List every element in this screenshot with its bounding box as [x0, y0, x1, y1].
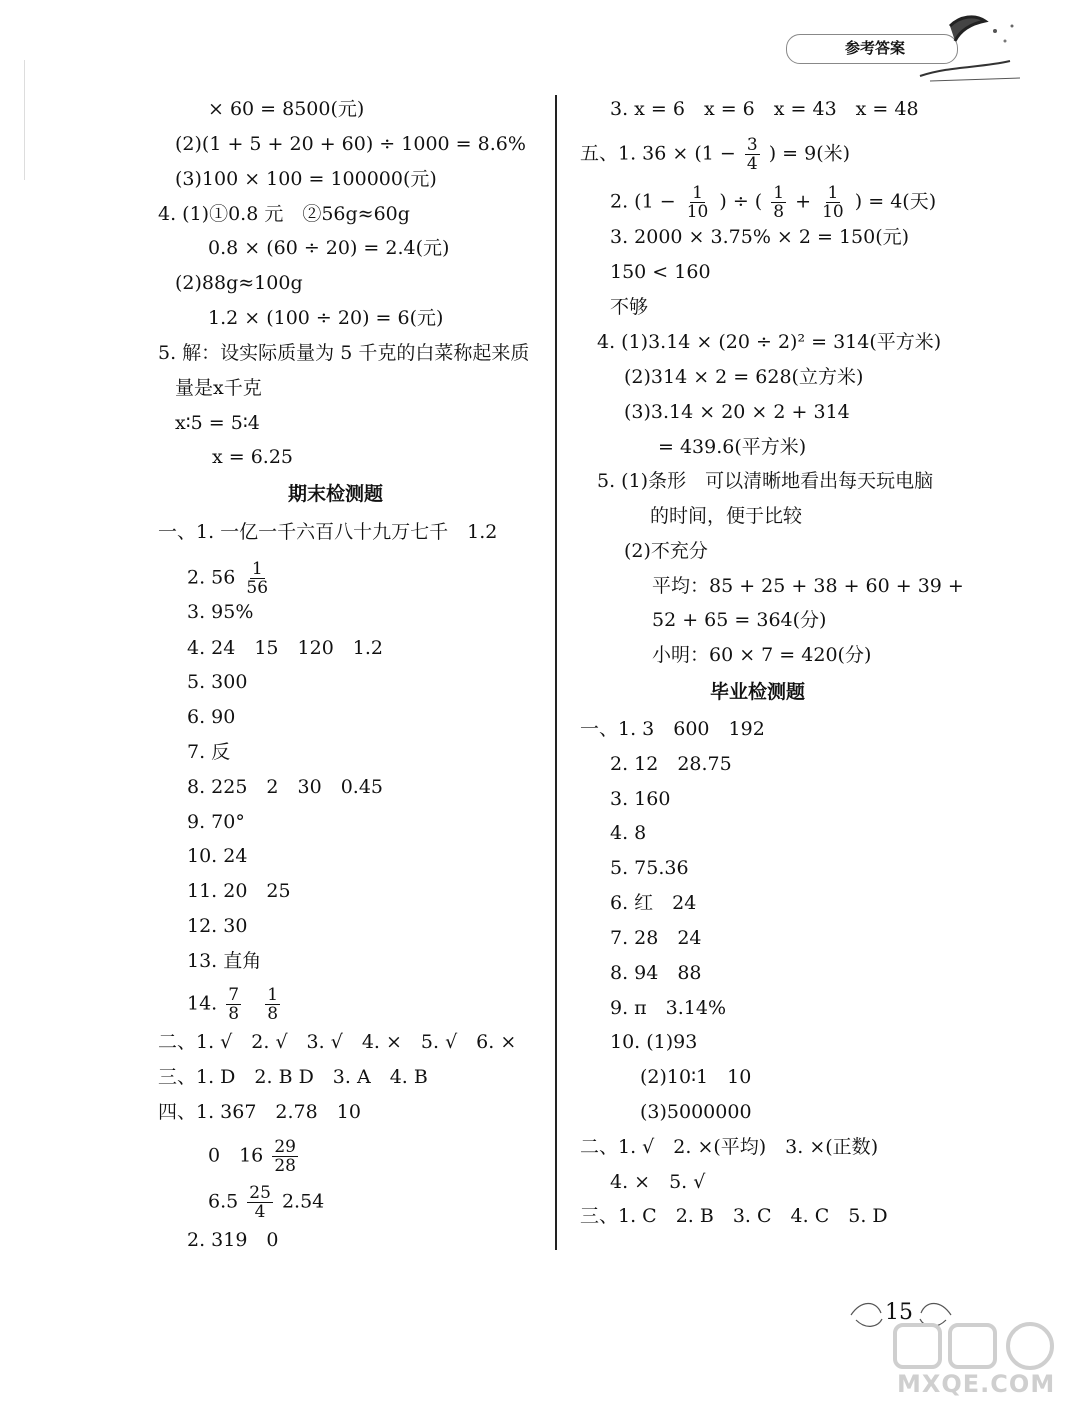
header-label: 参考答案: [845, 39, 906, 57]
answer-line: 2. 319 0: [187, 1229, 279, 1251]
answer-line: 2. (1 − $\frac{1}{10}$ ) ÷ ( $\frac{1}{8}$ + $\frac{1}{10}$ ) = 4(天): [610, 183, 937, 222]
answer-line: 小明：60 × 7 = 420(分): [652, 644, 872, 666]
answer-line: (2)10∶1 10: [640, 1066, 752, 1088]
fraction: $\frac{1}{8}$: [267, 985, 279, 1024]
answer-line: 3. 2000 × 3.75% × 2 = 150(元): [610, 226, 910, 248]
fraction: $\frac{1}{56}$: [246, 559, 269, 598]
answer-line: × 60 = 8500(元): [208, 98, 365, 120]
answer-line: 平均：85 + 25 + 38 + 60 + 39 +: [652, 575, 964, 597]
answer-line: 10. 24: [187, 845, 248, 867]
answer-line: 3. 160: [610, 788, 671, 810]
fraction: $\frac{1}{10}$: [822, 183, 844, 222]
answer-line: 2. 56 $\frac{1}{56}$: [187, 559, 269, 598]
answer-line: 4. 24 15 120 1.2: [187, 637, 384, 659]
answer-line: 的时间，便于比较: [650, 505, 803, 527]
answer-line: 52 + 65 = 364(分): [652, 609, 827, 631]
fraction: $\frac{25}{4}$: [249, 1183, 271, 1222]
answer-line: 二、1. √ 2. ×(平均) 3. ×(正数): [580, 1136, 879, 1158]
answer-line: (2)88g≈100g: [175, 272, 303, 294]
answer-line: 8. 225 2 30 0.45: [187, 776, 384, 798]
answer-line: 4. 8: [610, 822, 647, 844]
fraction: $\frac{7}{8}$: [228, 985, 240, 1024]
answer-line: 4. (1)3.14 × (20 ÷ 2)² = 314(平方米): [597, 331, 942, 353]
answer-line: 0 16 $\frac{29}{28}$: [208, 1137, 296, 1176]
answer-line: x∶5 = 5∶4: [175, 412, 260, 434]
answer-line: 12. 30: [187, 915, 248, 937]
answer-line: (2)314 × 2 = 628(立方米): [624, 366, 864, 388]
answer-line: 二、1. √ 2. √ 3. √ 4. × 5. √ 6. ×: [158, 1031, 517, 1053]
answer-line: 6. 红 24: [610, 892, 697, 914]
answer-line: 5. (1)条形 可以清晰地看出每天玩电脑: [597, 470, 934, 492]
watermark-text: MXQE.COM: [897, 1370, 1056, 1398]
section-title: 期末检测题: [288, 483, 384, 505]
answer-line: 9. π 3.14%: [610, 997, 727, 1019]
header-ornament-icon: [900, 6, 1030, 86]
answer-line: 10. (1)93: [610, 1031, 698, 1053]
answer-line: 量是x千克: [175, 377, 262, 399]
answer-line: (3)3.14 × 20 × 2 + 314: [624, 401, 850, 423]
answer-line: 5. 解：设实际质量为 5 千克的白菜称起来质: [158, 342, 530, 364]
answer-line: 7. 28 24: [610, 927, 702, 949]
answer-line: 14. $\frac{7}{8}$ $\frac{1}{8}$: [187, 985, 279, 1024]
watermark-logo-icon: [880, 1320, 1075, 1412]
page-number: 15: [885, 1300, 913, 1325]
answer-line: 一、1. 一亿一千六百八十九万七千 1.2: [158, 521, 498, 543]
answer-line: 5. 300: [187, 671, 248, 693]
column-divider: [555, 95, 557, 1250]
answer-line: 5. 75.36: [610, 857, 689, 879]
fraction: $\frac{29}{28}$: [274, 1137, 296, 1176]
answer-line: 四、1. 367 2.78 10: [158, 1101, 361, 1123]
answer-line: 11. 20 25: [187, 880, 291, 902]
answer-line: 三、1. D 2. B D 3. A 4. B: [158, 1066, 428, 1088]
answer-line: 3. 95%: [187, 601, 254, 623]
answer-line: 4. (1)①0.8 元 ②56g≈60g: [158, 203, 410, 225]
fraction: $\frac{1}{10}$: [686, 183, 709, 222]
answer-line: 0.8 × (60 ÷ 20) = 2.4(元): [208, 237, 450, 259]
answer-line: 1.2 × (100 ÷ 20) = 6(元): [208, 307, 444, 329]
answer-line: 一、1. 3 600 192: [580, 718, 765, 740]
answer-line: 13. 直角: [187, 950, 262, 972]
answer-line: x = 6.25: [212, 446, 294, 468]
fraction: $\frac{1}{8}$: [773, 183, 785, 222]
answer-line: 3. x = 6 x = 6 x = 43 x = 48: [610, 98, 919, 120]
answer-line: 五、1. 36 × (1 − $\frac{3}{4}$ ) = 9(米): [580, 135, 851, 174]
answer-line: 7. 反: [187, 741, 231, 763]
answer-line: 6.5 $\frac{25}{4}$ 2.54: [208, 1183, 325, 1222]
answer-line: 三、1. C 2. B 3. C 4. C 5. D: [580, 1205, 888, 1227]
answer-line: (2)不充分: [624, 540, 708, 562]
answer-line: (3)5000000: [640, 1101, 752, 1123]
answer-line: = 439.6(平方米): [658, 436, 807, 458]
section-title: 毕业检测题: [710, 681, 806, 703]
fraction: $\frac{3}{4}$: [746, 135, 758, 174]
answer-line: 2. 12 28.75: [610, 753, 732, 775]
answer-line: (3)100 × 100 = 100000(元): [175, 168, 437, 190]
answer-line: 不够: [610, 296, 649, 318]
page-edge-shadow: [24, 60, 25, 180]
answer-line: 8. 94 88: [610, 962, 702, 984]
answer-line: 6. 90: [187, 706, 236, 728]
answer-line: (2)(1 + 5 + 20 + 60) ÷ 1000 = 8.6%: [175, 133, 526, 155]
answer-line: 4. × 5. √: [610, 1171, 706, 1193]
answer-line: 9. 70°: [187, 811, 245, 833]
answer-line: 150 < 160: [610, 261, 711, 283]
